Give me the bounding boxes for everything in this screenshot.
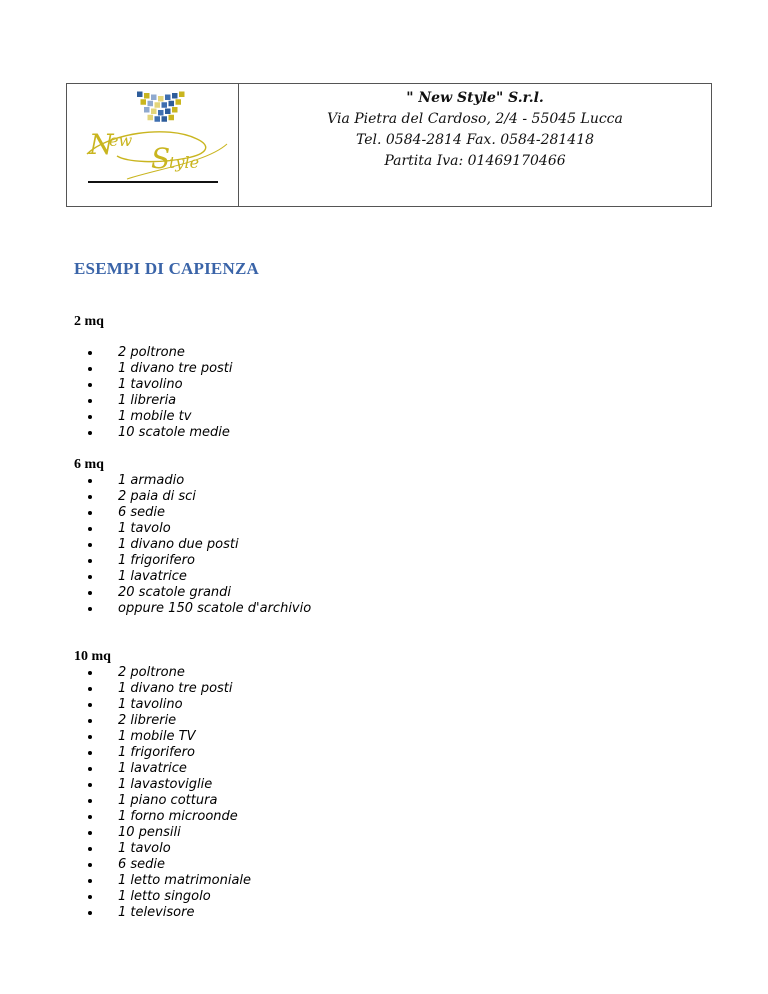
list-item: 1 frigorifero: [86, 553, 311, 569]
company-name: " New Style" S.r.l.: [406, 90, 544, 106]
list-item: 20 scatole grandi: [86, 585, 311, 601]
list-item: 1 tavolo: [86, 521, 311, 537]
logo-tile: [165, 95, 171, 101]
list-item: 1 mobile tv: [86, 409, 233, 425]
items-list: [86, 345, 233, 441]
list-item: 10 pensili: [86, 825, 251, 841]
logo-tile: [165, 109, 171, 115]
list-item: 1 forno microonde: [86, 809, 251, 825]
logo-tile: [158, 110, 164, 116]
logo-tile: [148, 101, 154, 107]
logo-tile: [155, 102, 161, 108]
list-item: 1 letto matrimoniale: [86, 873, 251, 889]
logo-tile: [172, 93, 178, 99]
logo-tile: [151, 95, 157, 101]
list-item: 2 poltrone: [86, 665, 251, 681]
logo-tile: [169, 115, 175, 121]
list-item: 1 lavatrice: [86, 761, 251, 777]
logo-tile: [172, 107, 178, 113]
list-item: 2 librerie: [86, 713, 251, 729]
list-item: 1 letto singolo: [86, 889, 251, 905]
logo-tile: [151, 109, 157, 115]
logo-tile: [158, 96, 164, 102]
list-item: 1 televisore: [86, 905, 251, 921]
list-item: 1 tavolo: [86, 841, 251, 857]
list-item: 1 frigorifero: [86, 745, 251, 761]
company-phone: Tel. 0584-2814 Fax. 0584-281418: [355, 132, 595, 148]
list-item: 1 lavatrice: [86, 569, 311, 585]
logo-tile: [176, 99, 182, 105]
page-heading: ESEMPI DI CAPIENZA: [74, 259, 259, 278]
section-title: 2 mq: [74, 314, 104, 329]
list-item: 1 libreria: [86, 393, 233, 409]
list-item: 1 lavastoviglie: [86, 777, 251, 793]
logo-tile: [169, 101, 175, 107]
logo-tile: [162, 116, 168, 122]
section-title: 10 mq: [74, 649, 111, 664]
items-list: [86, 665, 251, 921]
list-item: 1 tavolino: [86, 697, 251, 713]
company-info: [239, 84, 711, 206]
section-title: 6 mq: [74, 457, 104, 472]
svg-text:S: S: [151, 142, 171, 175]
logo-cell: [67, 84, 239, 206]
logo-tile: [155, 116, 161, 122]
logo-tile: [144, 107, 150, 113]
svg-text:tyle: tyle: [169, 153, 200, 172]
list-item: 2 poltrone: [86, 345, 233, 361]
logo-tile: [141, 99, 147, 105]
list-item: 1 armadio: [86, 473, 311, 489]
company-vat: Partita Iva: 01469170466: [384, 153, 566, 169]
list-item: 1 divano due posti: [86, 537, 311, 553]
new-style-logo: [67, 84, 239, 208]
list-item: 6 sedie: [86, 857, 251, 873]
items-list: [86, 473, 311, 617]
list-item: 10 scatole medie: [86, 425, 233, 441]
logo-tile: [137, 92, 143, 98]
list-item: 1 tavolino: [86, 377, 233, 393]
list-item: 1 piano cottura: [86, 793, 251, 809]
svg-text:ew: ew: [109, 131, 133, 150]
list-item: 6 sedie: [86, 505, 311, 521]
logo-tile: [179, 92, 185, 98]
list-item: 2 paia di sci: [86, 489, 311, 505]
logo-tile: [144, 93, 150, 99]
letterhead-table: [66, 83, 712, 207]
list-item: 1 divano tre posti: [86, 361, 233, 377]
list-item: 1 mobile TV: [86, 729, 251, 745]
list-item: oppure 150 scatole d'archivio: [86, 601, 311, 617]
list-item: 1 divano tre posti: [86, 681, 251, 697]
company-address: Via Pietra del Cardoso, 2/4 - 55045 Lucca: [327, 111, 623, 127]
logo-lettering: N: [89, 128, 114, 161]
logo-tile: [162, 102, 168, 108]
logo-tile: [148, 115, 154, 121]
